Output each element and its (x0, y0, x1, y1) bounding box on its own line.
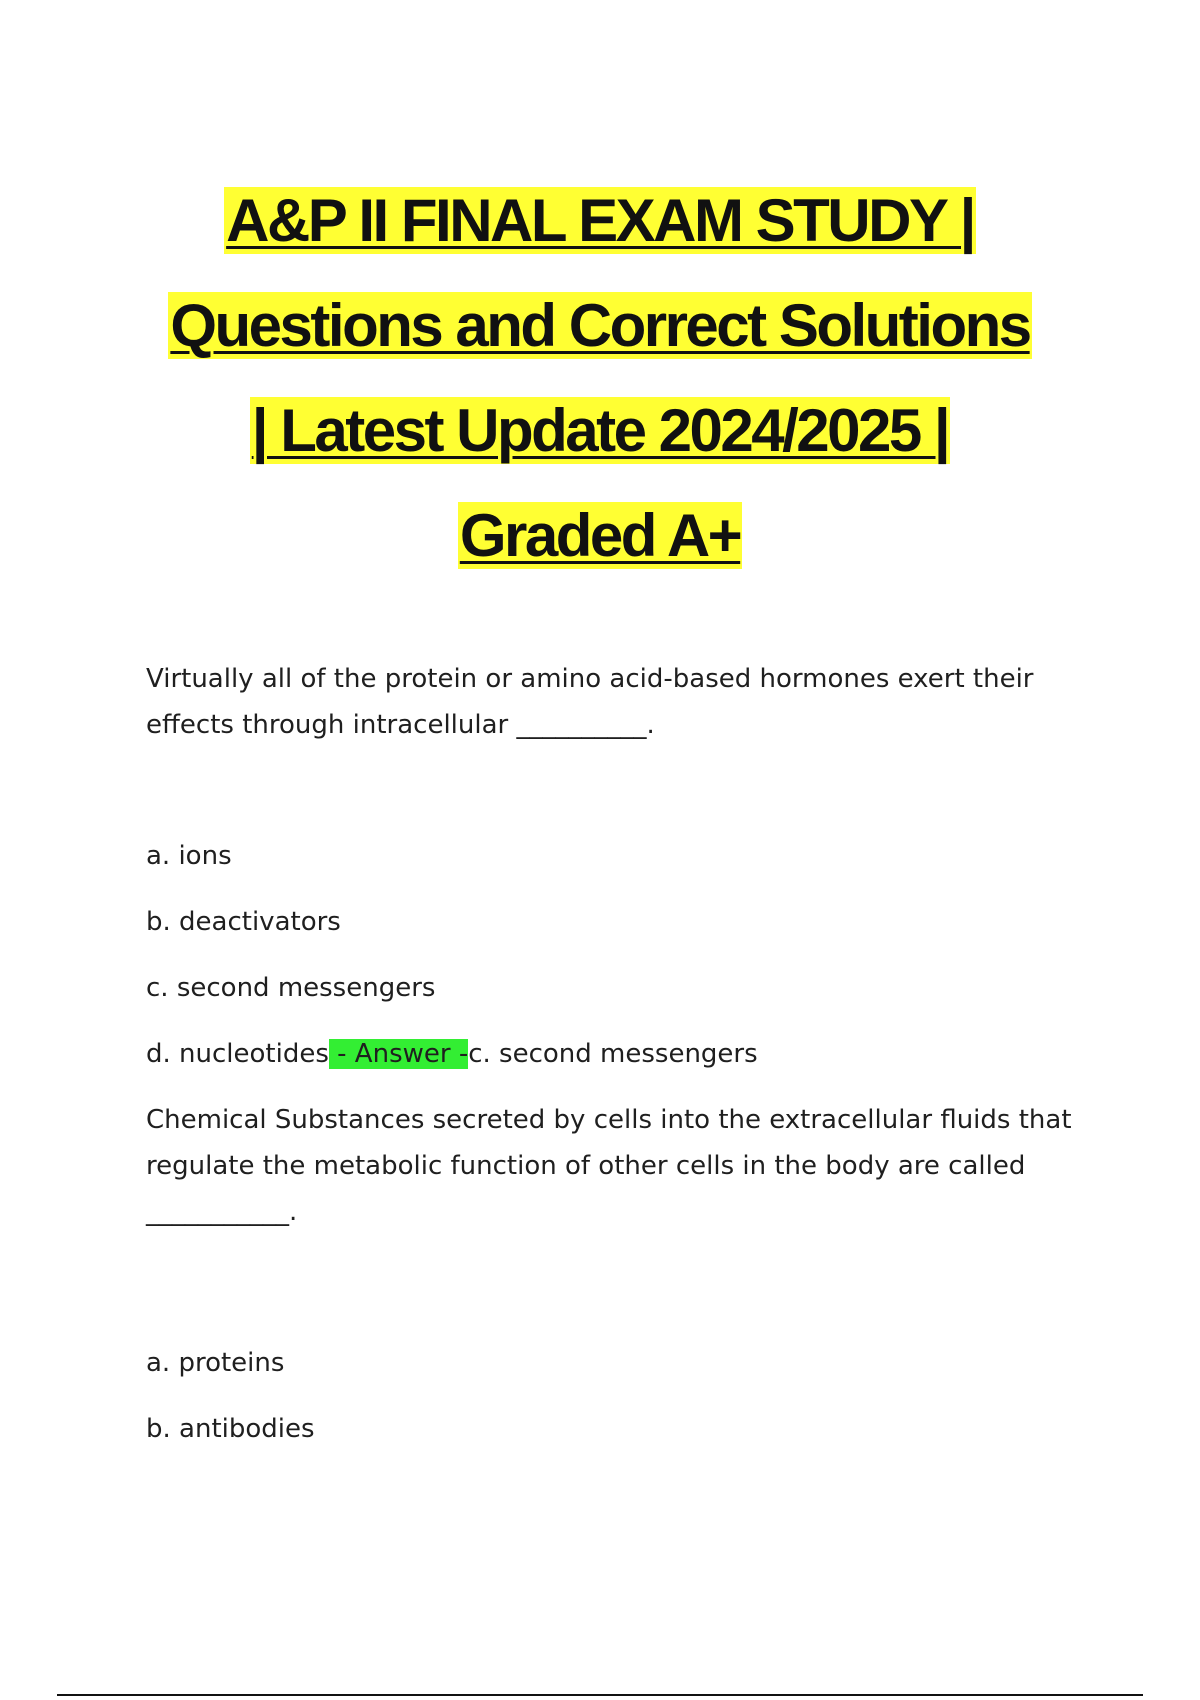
footer-divider (57, 1694, 1143, 1696)
questions-section (146, 656, 1086, 1472)
question-2-text-line-2: regulate the metabolic function of other cells in the body are called (146, 1151, 1026, 1181)
question-1-option-d: d. nucleotides (146, 1039, 329, 1069)
title-line-1-text: A&P II FINAL EXAM STUDY | (226, 187, 974, 254)
title-line-3-text: | Latest Update 2024/2025 | (251, 397, 949, 464)
question-1-option-b: b. deactivators (146, 907, 341, 937)
question-1-option-a: a. ions (146, 841, 232, 871)
title-line-2 (0, 273, 1200, 378)
question-2 (146, 1097, 1086, 1472)
spacer (146, 1235, 1086, 1340)
question-2-option-b: b. antibodies (146, 1414, 315, 1444)
title-line-4-text: Graded A+ (459, 502, 741, 569)
spacer (146, 748, 1086, 833)
question-2-option-a: a. proteins (146, 1348, 285, 1378)
question-1-text-line-2: effects through intracellular __________. (146, 710, 655, 740)
title-line-4 (0, 483, 1200, 588)
title-line-1 (0, 168, 1200, 273)
question-2-text-line-1: Chemical Substances secreted by cells into the extracellular fluids that (146, 1105, 1072, 1135)
title-line-2-text: Questions and Correct Solutions (170, 292, 1030, 359)
question-1-answer: c. second messengers (468, 1039, 758, 1069)
question-1 (146, 656, 1086, 1097)
document-title (0, 168, 1200, 588)
question-1-option-c: c. second messengers (146, 973, 436, 1003)
question-1-option-d-row (146, 1031, 1086, 1097)
question-2-text-line-3: ___________. (146, 1197, 298, 1227)
title-line-3 (0, 378, 1200, 483)
answer-marker: - Answer - (328, 1039, 469, 1069)
question-1-text-line-1: Virtually all of the protein or amino acid-based hormones exert their (146, 664, 1034, 694)
